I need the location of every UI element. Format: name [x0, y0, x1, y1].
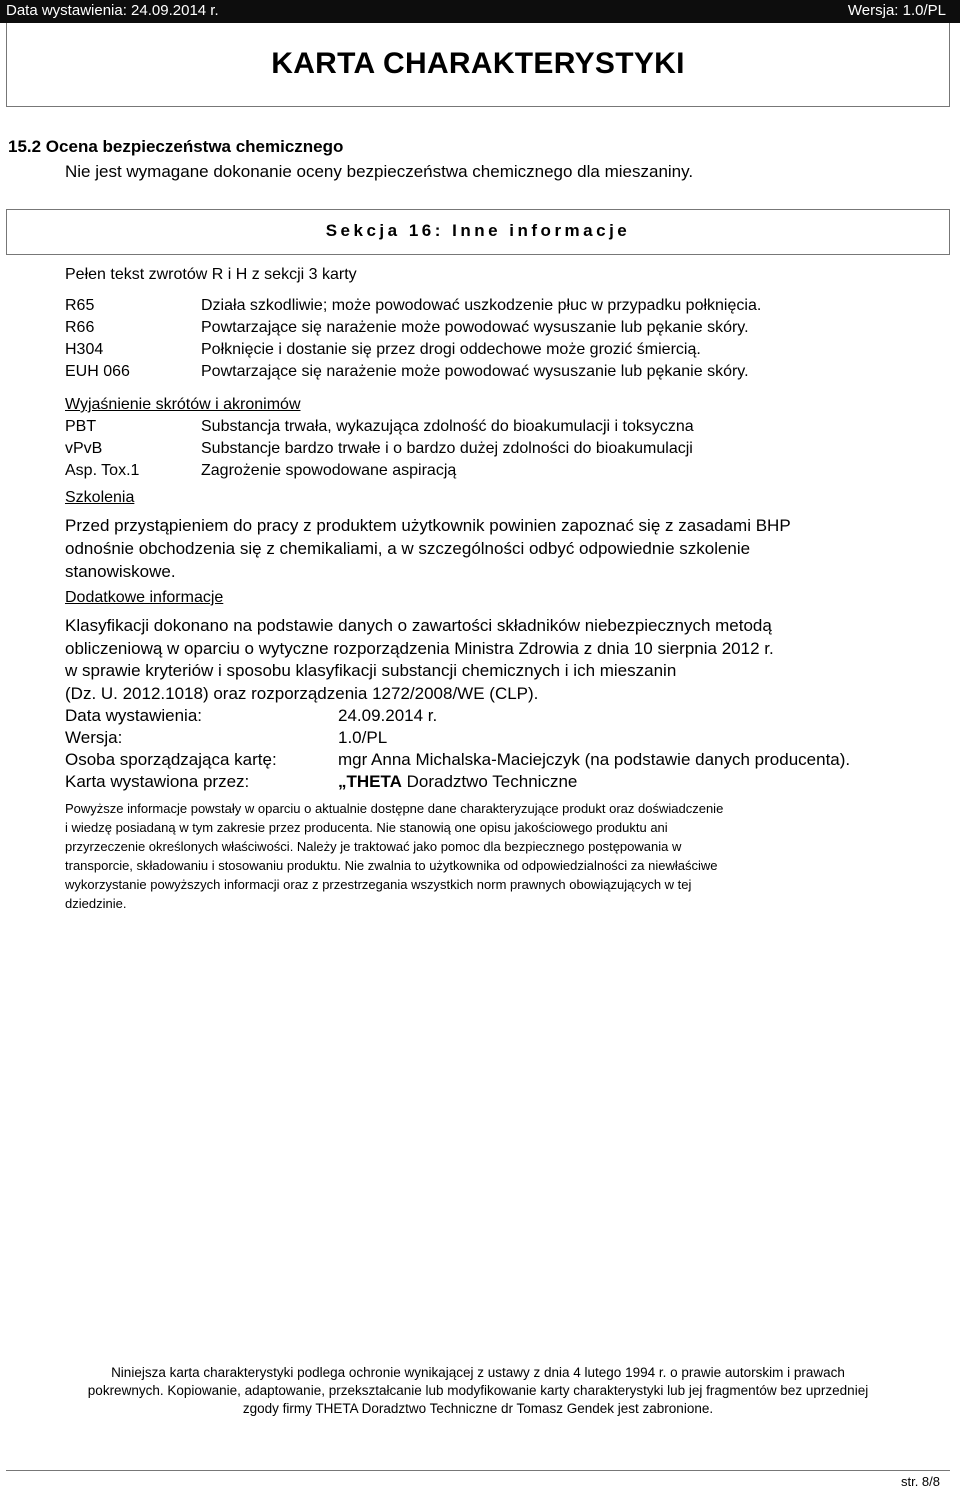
disclaimer-line: dziedzinie.: [65, 896, 127, 911]
phrase-code: EUH 066: [65, 363, 130, 380]
title-box: [6, 23, 950, 107]
disclaimer-line: przyrzeczenie określonych właściwości. Należy je traktować jako pomoc dla bezpiecznego postępowania w: [65, 839, 682, 854]
meta-label: Wersja:: [65, 728, 123, 747]
training-line: stanowiskowe.: [65, 562, 176, 581]
version: Wersja: 1.0/PL: [847, 2, 946, 19]
additional-line: Klasyfikacji dokonano na podstawie danych o zawartości składników niebezpiecznych metodą: [65, 616, 772, 635]
full-text-label: Pełen tekst zwrotów R i H z sekcji 3 karty: [65, 266, 357, 283]
section-15-2-heading: 15.2 Ocena bezpieczeństwa chemicznego: [8, 137, 344, 156]
page-number: str. 8/8: [900, 1474, 940, 1489]
phrase-text: Działa szkodliwie; może powodować uszkodzenie płuc w przypadku połknięcia.: [201, 297, 762, 314]
phrase-text: Powtarzające się narażenie może powodować wysuszanie lub pękanie skóry.: [201, 363, 749, 380]
footer-line: pokrewnych. Kopiowanie, adaptowanie, przekształcanie lub modyfikowanie karty charakterystyki lub jej fragmentów bez uprzedniej: [87, 1383, 869, 1398]
footer-line: Niniejsza karta charakterystyki podlega ochronie wynikającej z ustawy z dnia 4 lutego 1994 r. o prawie autorskim i prawach: [111, 1365, 845, 1380]
abbr-heading: Wyjaśnienie skrótów i akronimów: [65, 396, 301, 413]
additional-heading: Dodatkowe informacje: [65, 589, 224, 606]
phrase-code: R66: [65, 319, 95, 336]
disclaimer-line: wykorzystanie powyższych informacji oraz z przestrzegania wszystkich norm prawnych obowiązujących w tej: [65, 877, 692, 892]
meta-value: [338, 772, 577, 792]
training-line: Przed przystąpieniem do pracy z produktem użytkownik powinien zapoznać się z zasadami BHP: [65, 516, 791, 535]
meta-label: Osoba sporządzająca kartę:: [65, 750, 277, 769]
header-bar: [0, 0, 960, 23]
disclaimer-line: i wiedzę posiadaną w tym zakresie przez producenta. Nie stanowią one opisu jakościowego produktu ani: [65, 820, 668, 835]
meta-value: 24.09.2014 r.: [338, 706, 438, 725]
meta-value: 1.0/PL: [338, 728, 388, 747]
abbr-code: vPvB: [65, 440, 103, 457]
section-16-heading: Sekcja 16: Inne informacje: [325, 221, 631, 240]
phrase-code: R65: [65, 297, 95, 314]
footer-divider: [6, 1470, 950, 1471]
footer-line: zgody firmy THETA Doradztwo Techniczne dr Tomasz Gendek jest zabronione.: [242, 1401, 714, 1416]
phrase-text: Powtarzające się narażenie może powodować wysuszanie lub pękanie skóry.: [201, 319, 749, 336]
phrase-code: H304: [65, 341, 104, 358]
meta-label: Data wystawienia:: [65, 706, 203, 725]
meta-label: Karta wystawiona przez:: [65, 772, 250, 791]
footer-copyright: [6, 1364, 950, 1418]
phrase-text: Połknięcie i dostanie się przez drogi oddechowe może grozić śmiercią.: [201, 341, 701, 358]
issue-date: Data wystawienia: 24.09.2014 r.: [6, 2, 219, 19]
company-name-rest: Doradztwo Techniczne: [401, 772, 578, 791]
abbr-text: Substancja trwała, wykazująca zdolność do bioakumulacji i toksyczna: [201, 418, 694, 435]
disclaimer-line: Powyższe informacje powstały w oparciu o aktualnie dostępne dane charakteryzujące produkt oraz doświadczenie: [65, 801, 724, 816]
abbr-code: PBT: [65, 418, 97, 435]
additional-line: w sprawie kryteriów i sposobu klasyfikacji substancji chemicznych i ich mieszanin: [65, 661, 677, 680]
training-line: odnośnie obchodzenia się z chemikaliami, a w szczególności odbyć odpowiednie szkolenie: [65, 539, 751, 558]
abbr-text: Substancje bardzo trwałe i o bardzo dużej zdolności do bioakumulacji: [201, 440, 693, 457]
abbr-code: Asp. Tox.1: [65, 462, 140, 479]
additional-line: (Dz. U. 2012.1018) oraz rozporządzenia 1272/2008/WE (CLP).: [65, 684, 539, 703]
abbr-text: Zagrożenie spowodowane aspiracją: [201, 462, 457, 479]
document-title: KARTA CHARAKTERYSTYKI: [271, 47, 685, 80]
training-heading: Szkolenia: [65, 489, 135, 506]
disclaimer-line: transporcie, składowaniu i stosowaniu produktu. Nie zwalnia to użytkownika od odpowiedzialności za niewłaściwe: [65, 858, 718, 873]
meta-value: mgr Anna Michalska-Maciejczyk (na podstawie danych producenta).: [338, 750, 851, 769]
additional-line: obliczeniową w oparciu o wytyczne rozporządzenia Ministra Zdrowia z dnia 10 sierpnia 2012 r.: [65, 639, 774, 658]
section-16-box: [6, 209, 950, 255]
company-name-bold: „THETA: [338, 772, 402, 791]
section-15-2-text: Nie jest wymagane dokonanie oceny bezpieczeństwa chemicznego dla mieszaniny.: [65, 162, 694, 181]
